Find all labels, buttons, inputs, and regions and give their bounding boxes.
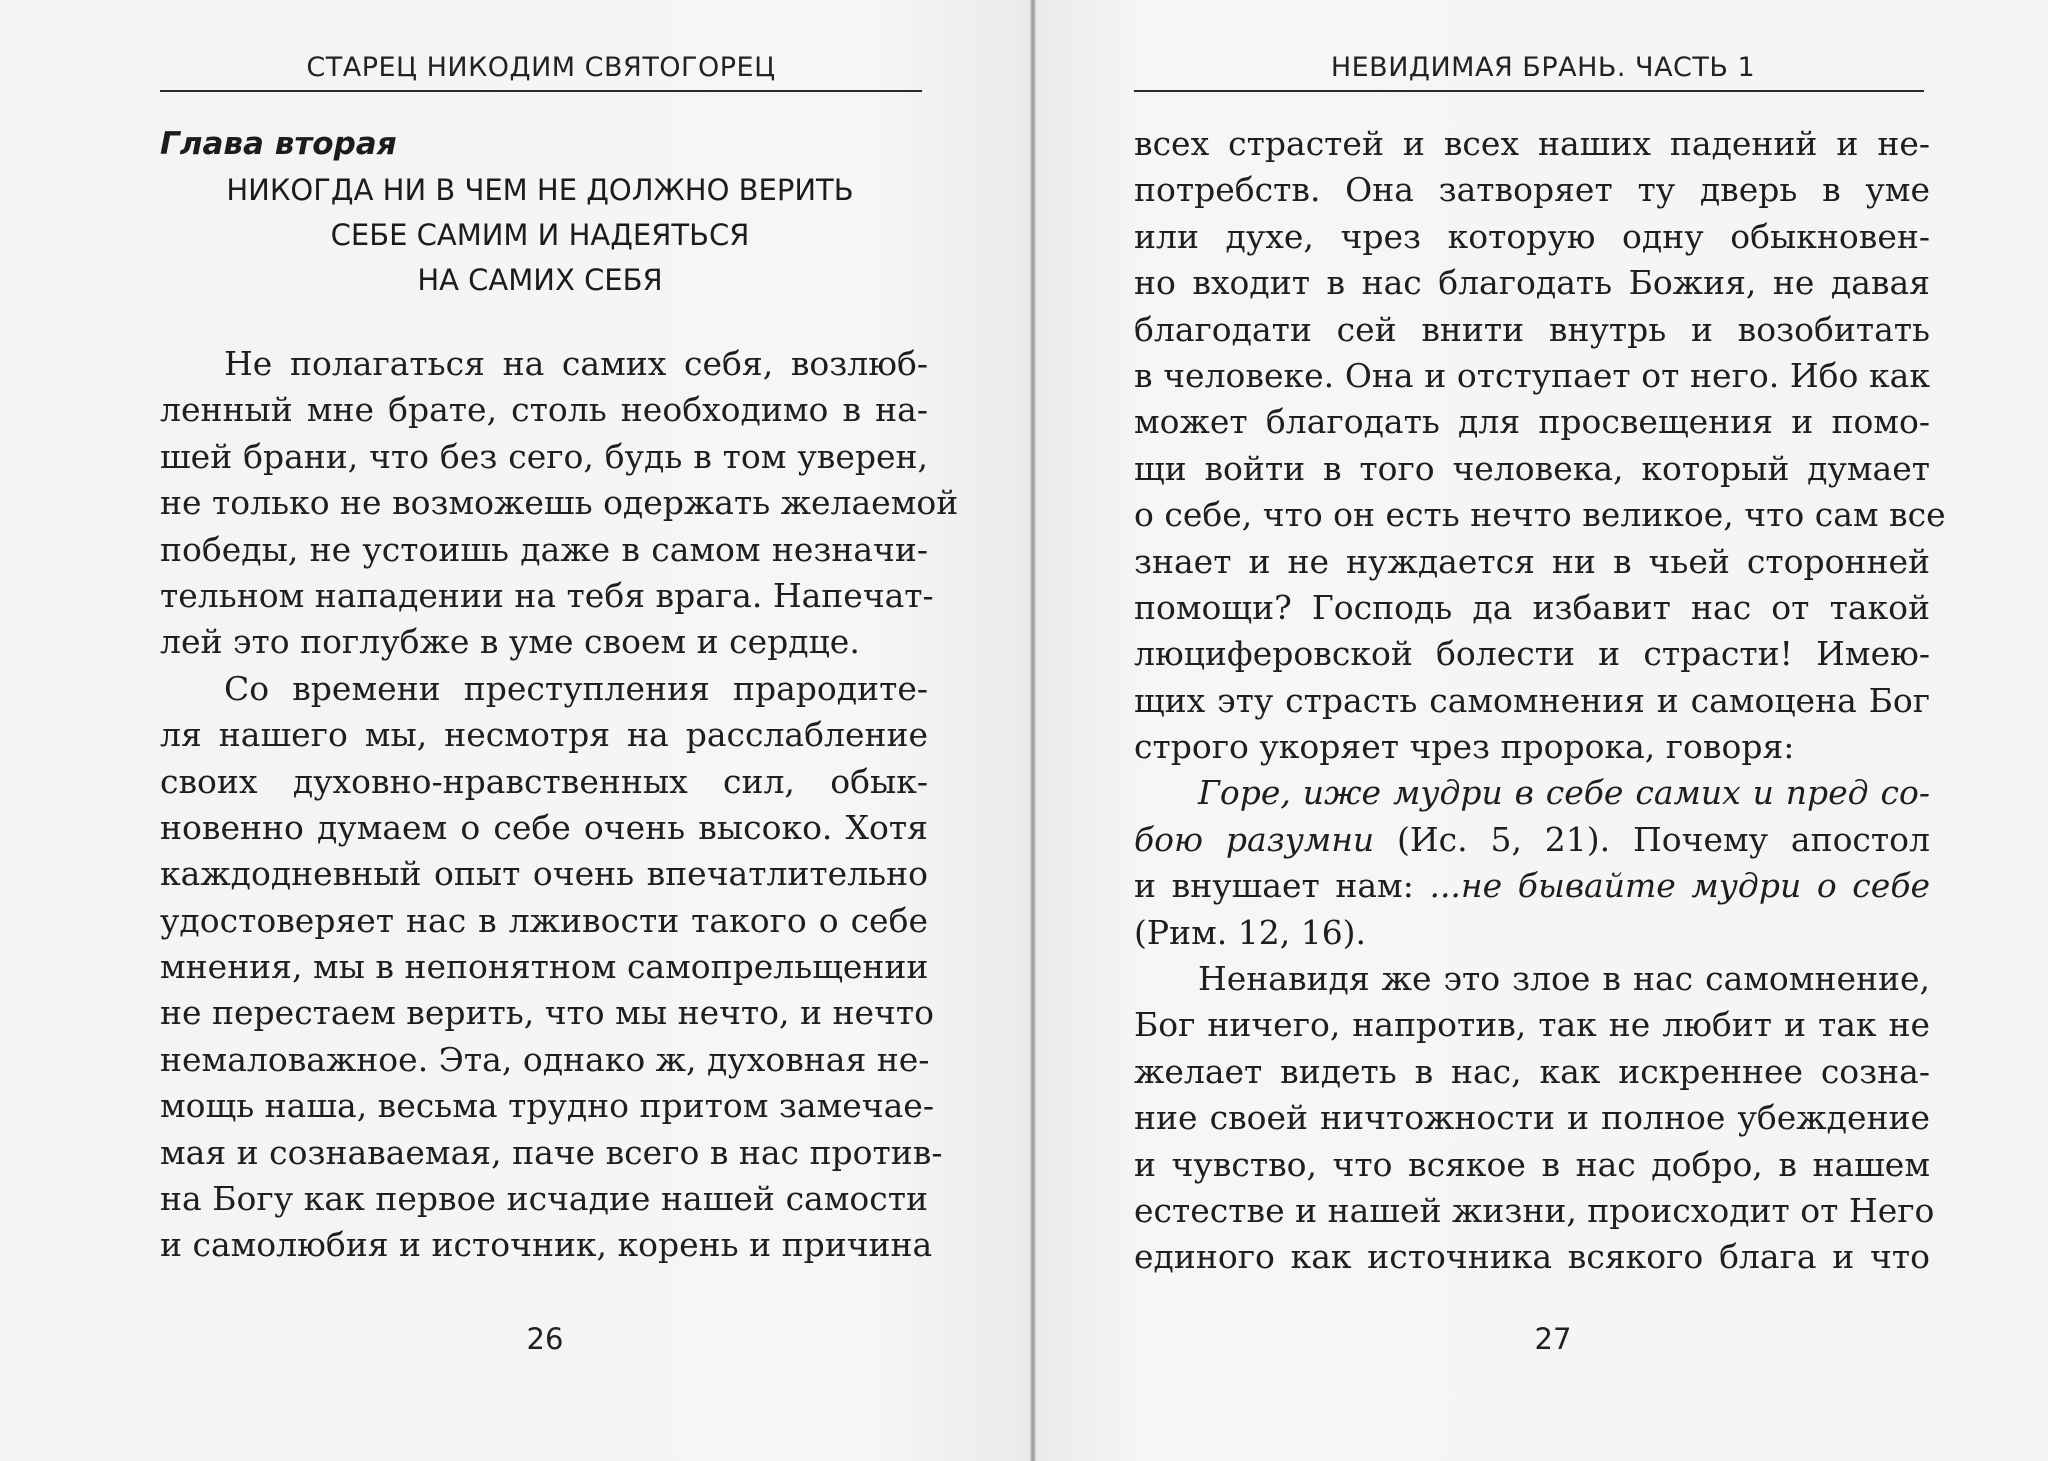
- text-line: Со времени преступления прародите-: [224, 668, 928, 708]
- left-body-text: [160, 341, 959, 1269]
- text-line: удостоверяет нас в лживости такого о себе: [160, 900, 928, 940]
- text-line: Ненавидя же это злое в нас самомнение,: [1198, 959, 1930, 999]
- text-line: [1134, 817, 1930, 863]
- text-line: на Богу как первое исчадие нашей самости: [160, 1179, 928, 1219]
- text-line: строго укоряет чрез пророка, говоря:: [1134, 727, 1795, 767]
- italic-quote: бою разумни: [1134, 819, 1375, 859]
- text-line: лей это поглубже в уме своем и сердце.: [160, 622, 860, 662]
- left-running-head: СТАРЕЦ НИКОДИМ СВЯТОГОРЕЦ: [306, 52, 776, 83]
- right-header-rule: [1134, 90, 1924, 92]
- right-running-head: НЕВИДИМАЯ БРАНЬ. ЧАСТЬ 1: [1330, 52, 1756, 83]
- text-line: не перестаем верить, что мы нечто, и нечто: [160, 993, 934, 1033]
- text-line: мощь наша, весьма трудно притом замечае-: [160, 1086, 934, 1126]
- text-line: ля нашего мы, несмотря на расслабление: [160, 715, 928, 755]
- left-page-number: 26: [526, 1322, 564, 1356]
- left-header-rule: [160, 90, 922, 92]
- chapter-title: [160, 168, 920, 303]
- text-line: ленный мне брате, столь необходимо в на-: [160, 390, 928, 430]
- chapter-title-line: НА САМИХ СЕБЯ: [417, 263, 663, 297]
- text-line: ние своей ничтожности и полное убеждение: [1134, 1098, 1930, 1138]
- text-line: тельном нападении на тебя врага. Напечат-: [160, 575, 934, 615]
- text-line: благодати сей внити внутрь и возобитать: [1134, 309, 1930, 349]
- right-page: [1024, 0, 2048, 1461]
- text-line: знает и не нуждается ни в чьей сторонней: [1134, 541, 1930, 581]
- text-line: помощи? Господь да избавит нас от такой: [1134, 587, 1930, 627]
- text-line: щи войти в того человека, который думает: [1134, 448, 1930, 488]
- text-line: (Рим. 12, 16).: [1134, 912, 1367, 952]
- text-line: не только не возможешь одержать желаемой: [160, 483, 959, 523]
- right-body-text: [1134, 121, 1946, 1281]
- right-page-number: 27: [1534, 1322, 1572, 1356]
- text-line: шей брани, что без сего, будь в том уверен,: [160, 436, 928, 476]
- italic-quote: ...не бывайте мудри о себе: [1429, 866, 1930, 906]
- text-line: новенно думаем о себе очень высоко. Хотя: [160, 807, 928, 847]
- text-line: потребств. Она затворяет ту дверь в уме: [1134, 170, 1930, 210]
- text-line: мая и сознаваемая, паче всего в нас против-: [160, 1132, 943, 1172]
- chapter-title-line: СЕБЕ САМИМ И НАДЕЯТЬСЯ: [330, 218, 750, 252]
- text-line: щих эту страсть самомнения и самоцена Бог: [1134, 680, 1930, 720]
- text-line: о себе, что он есть нечто великое, что сам все: [1134, 495, 1946, 535]
- text-line: Бог ничего, напротив, так не любит и так не: [1134, 1005, 1930, 1045]
- text-line: и чувство, что всякое в нас добро, в нашем: [1134, 1144, 1930, 1184]
- text-line: единого как источника всякого блага и что: [1134, 1237, 1930, 1277]
- text-line: победы, не устоишь даже в самом незначи-: [160, 529, 928, 569]
- text-line: может благодать для просвещения и помо-: [1134, 402, 1930, 442]
- text-line: [1134, 863, 1930, 909]
- chapter-title-line: НИКОГДА НИ В ЧЕМ НЕ ДОЛЖНО ВЕРИТЬ: [226, 173, 854, 207]
- text-line: своих духовно-нравственных сил, обык-: [160, 761, 928, 801]
- text-line: или духе, чрез которую одну обыкновен-: [1134, 216, 1930, 256]
- citation: (Ис. 5, 21). Почему апостол: [1397, 819, 1931, 859]
- italic-quote: Горе, иже мудри в себе самих и пред со-: [1198, 773, 1930, 813]
- chapter-label: Глава вторая: [160, 126, 397, 162]
- text-line: люциферовской болести и страсти! Имею-: [1134, 634, 1930, 674]
- book-gutter: [1030, 0, 1036, 1461]
- text-line: желает видеть в нас, как искреннее созна-: [1134, 1051, 1930, 1091]
- text-span: и внушает нам:: [1134, 866, 1430, 906]
- text-line: мнения, мы в непонятном самопрельщении: [160, 947, 929, 987]
- text-line: в человеке. Она и отступает от него. Ибо как: [1134, 355, 1930, 395]
- text-line: но входит в нас благодать Божия, не давая: [1134, 263, 1930, 303]
- text-line: Не полагаться на самих себя, возлюб-: [224, 344, 928, 383]
- text-line: естестве и нашей жизни, происходит от Него: [1134, 1190, 1935, 1230]
- text-line: всех страстей и всех наших падений и не-: [1134, 124, 1930, 163]
- text-line: [1134, 770, 1930, 816]
- text-line: немаловажное. Эта, однако ж, духовная не-: [160, 1039, 930, 1079]
- text-line: каждодневный опыт очень впечатлительно: [160, 854, 928, 894]
- text-line: и самолюбия и источник, корень и причина: [160, 1225, 933, 1265]
